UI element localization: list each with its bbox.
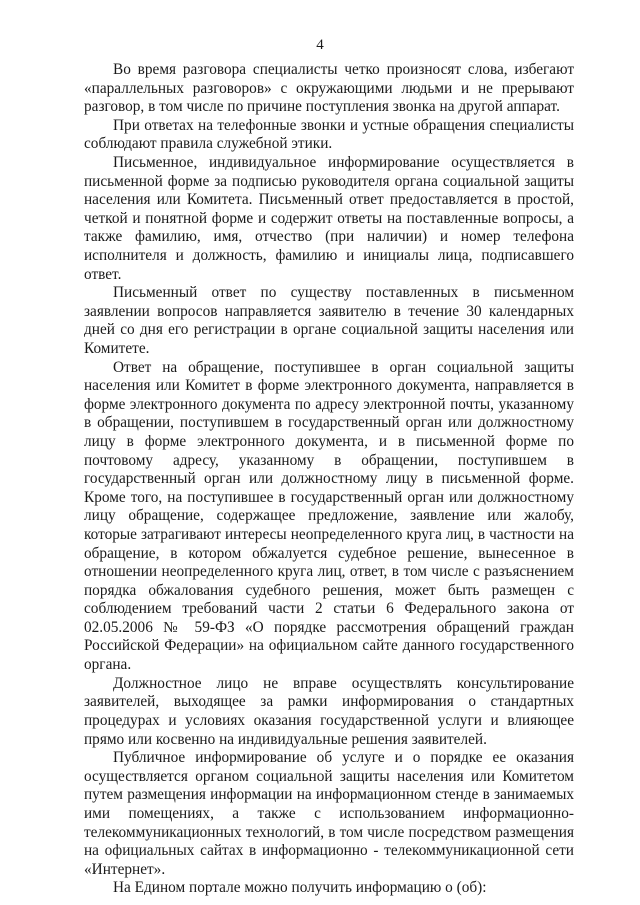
text-line: обращение, в котором обжалуется судебное решение, вынесенное в — [84, 544, 574, 562]
text-line: При ответах на телефонные звонки и устные обращения специалисты — [113, 116, 574, 134]
text-line: процедурах и условиях оказания государственной услуги и влияющее — [84, 711, 574, 729]
text-line: населения или Комитета. Письменный ответ предоставляется в простой, — [84, 191, 574, 209]
text-line: осуществляется органом социальной защиты населения или Комитетом — [84, 767, 574, 785]
text-line: ими помещениях, а также с использованием информационно- — [84, 804, 574, 822]
text-line: На Едином портале можно получить информацию о (об): — [113, 879, 487, 897]
text-line: Должностное лицо не вправе осуществлять консультирование — [113, 674, 574, 692]
text-line: письменной форме за подписью руководителя органа социальной защиты — [84, 172, 574, 190]
text-line: путем размещения информации на информационном стенде в занимаемых — [84, 786, 574, 804]
text-line: прямо или косвенно на индивидуальные решения заявителей. — [84, 730, 487, 748]
text-line: дней со дня его регистрации в органе социальной защиты населения или — [84, 321, 574, 339]
text-line: телекоммуникационных технологий, в том числе посредством размещения — [84, 823, 574, 841]
paragraph — [113, 879, 574, 898]
text-line: соблюдают правила служебной этики. — [84, 135, 333, 153]
text-line: 02.05.2006 № 59-ФЗ «О порядке рассмотрения обращений граждан — [84, 618, 574, 636]
paragraph — [84, 153, 574, 284]
paragraph — [84, 116, 574, 154]
text-line: в обращении, поступившем в государственный орган или должностному — [84, 414, 574, 432]
text-line: Российской Федерации» на официальном сайте данного государственного — [84, 637, 574, 655]
text-line: порядка обжалования судебного решения, может быть размещен с — [84, 581, 574, 599]
text-line: лицу обращение, содержащее предложение, заявление или жалобу, — [84, 507, 574, 525]
text-line: на официальных сайтах в информационно - телекоммуникационной сети — [84, 842, 574, 860]
text-line: Комитете. — [84, 339, 150, 357]
document-body — [84, 61, 574, 898]
paragraph — [84, 61, 574, 117]
text-line: исполнителя и должность, фамилию и инициалы лица, подписавшего — [84, 246, 574, 264]
text-line: Ответ на обращение, поступившее в орган социальной защиты — [113, 358, 574, 376]
text-line: четкой и понятной форме и содержит ответы на поставленные вопросы, а — [84, 209, 574, 227]
text-line: населения или Комитет в форме электронного документа, направляется в — [84, 377, 574, 395]
text-line: Письменный ответ по существу поставленных в письменном — [113, 284, 574, 302]
text-line: отношении неопределенного круга лиц, ответ, в том числе с разъяснением — [84, 563, 574, 581]
paragraph — [84, 358, 574, 675]
text-line: форме электронного документа по адресу электронной почты, указанному — [84, 395, 574, 413]
text-line: Кроме того, на поступившее в государственный орган или должностному — [84, 488, 574, 506]
text-line: государственный орган или должностному лицу в письменной форме. — [84, 470, 574, 488]
page-number: 4 — [316, 37, 324, 53]
text-line: органа. — [84, 656, 132, 674]
text-line: разговор, в том числе по причине поступления звонка на другой аппарат. — [84, 98, 560, 116]
text-line: ответ. — [84, 265, 122, 283]
paragraph — [84, 674, 574, 749]
text-line: «параллельных разговоров» с окружающими людьми и не прерывают — [84, 79, 574, 97]
text-line: Публичное информирование об услуге и о порядке ее оказания — [113, 749, 574, 767]
text-line: Во время разговора специалисты четко произносят слова, избегают — [113, 61, 574, 78]
paragraph — [84, 284, 574, 358]
text-line: соблюдением требований части 2 статьи 6 Федерального закона от — [84, 600, 574, 618]
text-line: почтовому адресу, указанному в обращении, поступившем в — [84, 451, 574, 469]
paragraph — [84, 749, 574, 879]
text-line: которые затрагивают интересы неопределенного круга лиц, в частности на — [84, 525, 574, 543]
text-line: заявителей, выходящее за рамки информирования о стандартных — [84, 693, 574, 711]
text-line: Письменное, индивидуальное информирование осуществляется в — [113, 153, 574, 171]
text-line: также фамилию, имя, отчество (при наличии) и номер телефона — [84, 228, 574, 246]
text-line: заявлении вопросов направляется заявителю в течение 30 календарных — [84, 302, 574, 320]
text-line: лицу в форме электронного документа, и в письменной форме по — [84, 432, 574, 450]
text-line: «Интернет». — [84, 860, 166, 878]
